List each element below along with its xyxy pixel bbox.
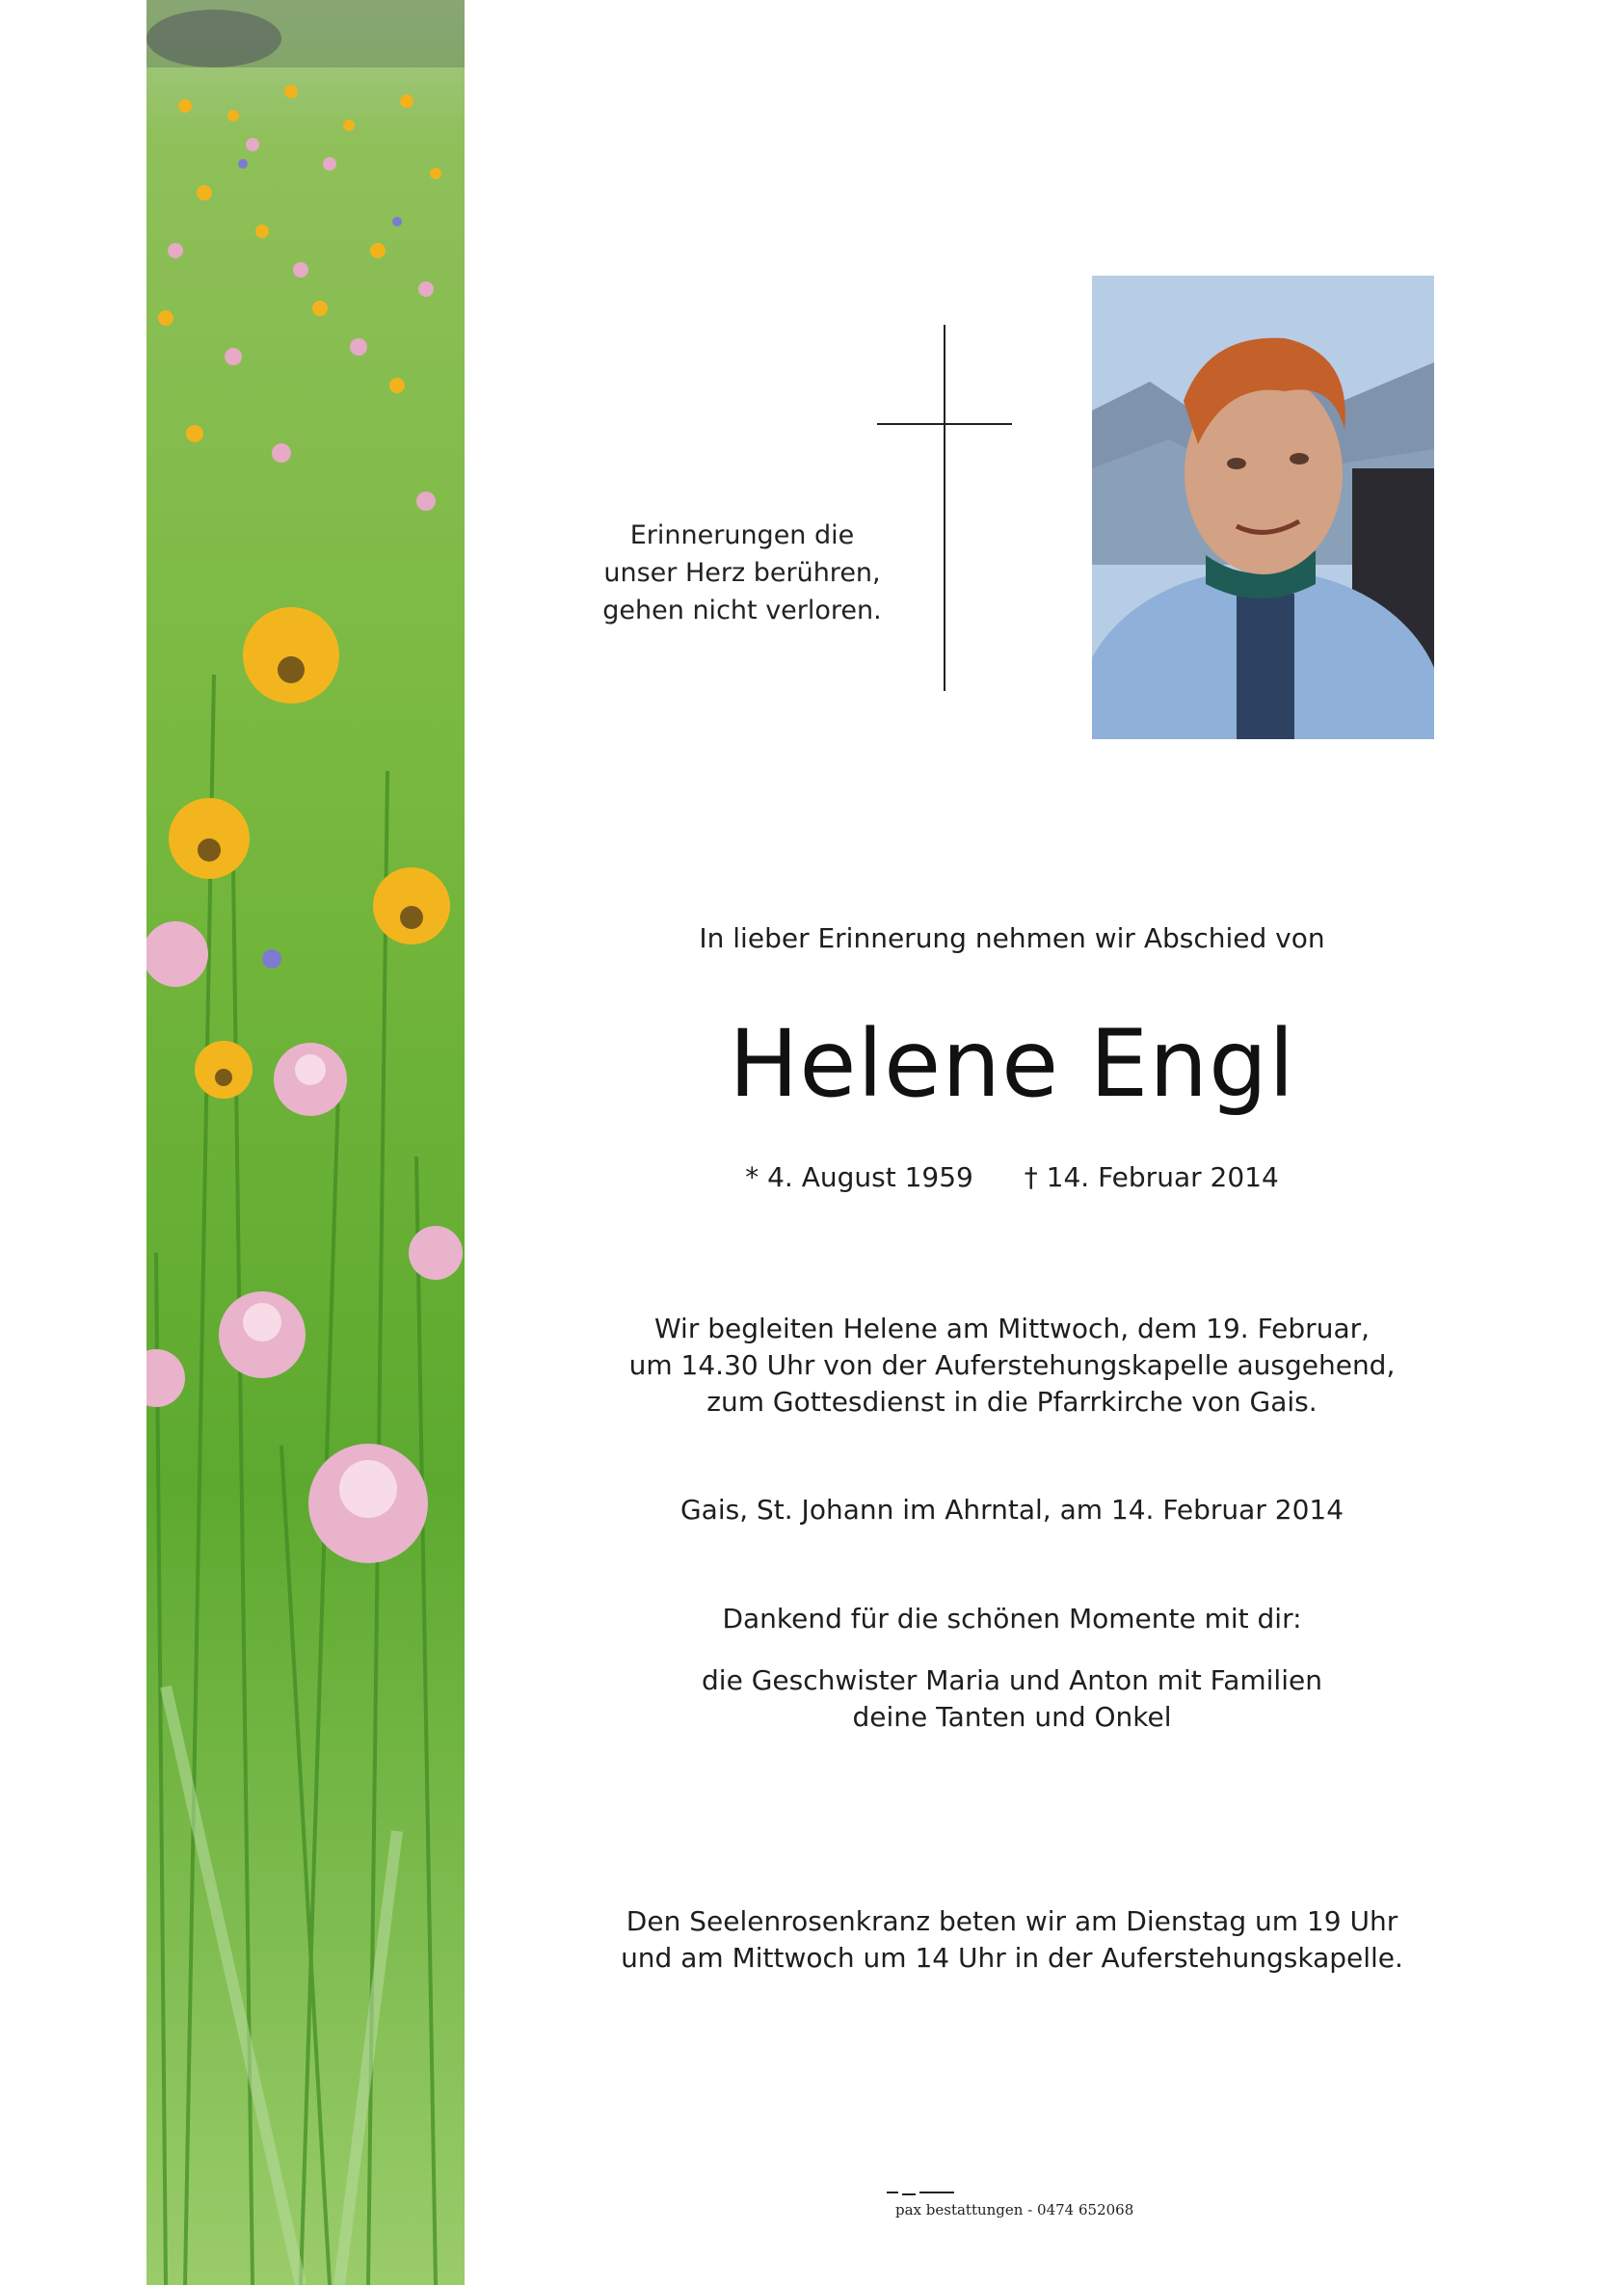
quote-line: Erinnerungen die (629, 520, 855, 550)
cross-icon (877, 325, 1012, 691)
meadow-flower-image (146, 0, 465, 2285)
mourners-line: deine Tanten und Onkel (852, 1701, 1172, 1733)
mourners-line: die Geschwister Maria und Anton mit Familien (702, 1664, 1322, 1696)
quote-line: gehen nicht verloren. (602, 596, 882, 625)
mourners-list (540, 1662, 1484, 1736)
procession-line: zum Gottesdienst in die Pfarrkirche von Gais. (706, 1386, 1318, 1418)
procession-line: um 14.30 Uhr von der Auferstehungskapelle ausgehend, (628, 1349, 1396, 1381)
birth-date: * 4. August 1959 (745, 1161, 973, 1193)
undertaker-contact: pax bestattungen - 0474 652068 (895, 2201, 1134, 2219)
deceased-name: Helene Engl (729, 1010, 1295, 1118)
rosary-info (540, 1903, 1484, 1977)
rosary-line: Den Seelenrosenkranz beten wir am Dienstag um 19 Uhr (626, 1905, 1398, 1937)
thanks-line: Dankend für die schönen Momente mit dir: (722, 1603, 1302, 1634)
farewell-intro: In lieber Erinnerung nehmen wir Abschied von (699, 922, 1325, 954)
undertaker-footer (887, 2182, 1176, 2220)
life-dates (540, 1161, 1484, 1193)
memorial-quote (569, 517, 916, 629)
death-date: † 14. Februar 2014 (1024, 1161, 1279, 1193)
funeral-procession-info (540, 1311, 1484, 1421)
quote-line: unser Herz berühren, (603, 558, 881, 588)
undertaker-logo-icon (887, 2192, 898, 2193)
procession-line: Wir begleiten Helene am Mittwoch, dem 19. Februar, (653, 1313, 1371, 1344)
rosary-line: und am Mittwoch um 14 Uhr in der Auferstehungskapelle. (621, 1942, 1403, 1974)
portrait-photo (1092, 276, 1434, 739)
place-and-date: Gais, St. Johann im Ahrntal, am 14. Februar 2014 (679, 1494, 1344, 1526)
